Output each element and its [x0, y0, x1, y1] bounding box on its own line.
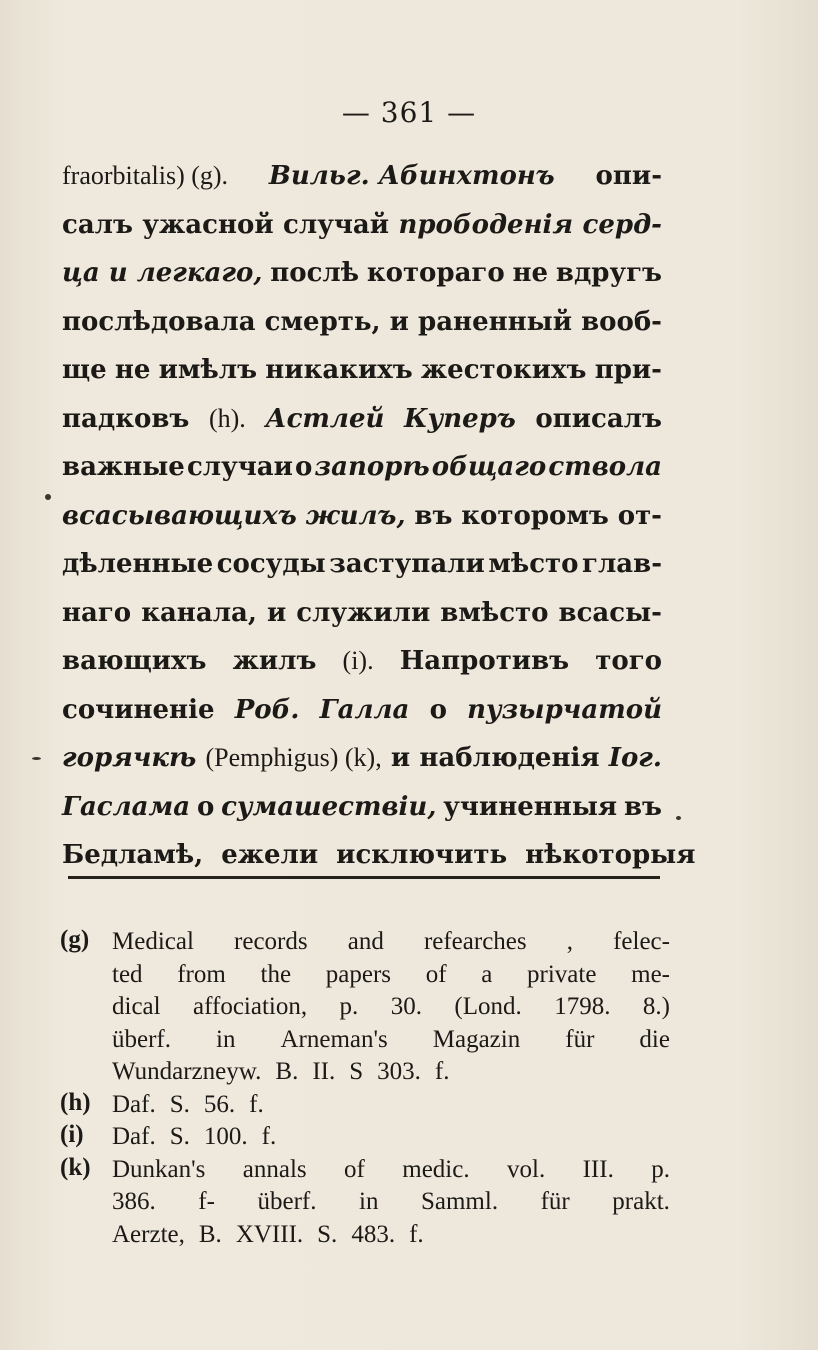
footnote	[60, 1121, 670, 1154]
footnote	[60, 1154, 670, 1252]
word: наго	[62, 597, 132, 628]
text-line	[62, 783, 662, 832]
text-line	[62, 831, 696, 880]
word: сочиненіе	[62, 694, 215, 725]
footnote-line: Medical records and refearches , felec-	[112, 928, 670, 955]
word: горячкѣ	[62, 743, 197, 773]
word: вооб-	[581, 306, 662, 337]
word: от-	[617, 500, 662, 531]
word: ежели	[221, 840, 319, 870]
word: служили	[296, 597, 431, 628]
footnote-label: (g)	[60, 926, 90, 953]
footnote-line: ted from the papers of a private me-	[112, 960, 670, 988]
word: вдругъ	[555, 258, 662, 288]
word: (Pemphigus) (k),	[205, 743, 382, 772]
word: учиненныя	[443, 791, 618, 822]
footnote	[60, 926, 670, 1089]
word: исключить	[336, 840, 508, 870]
text-line	[62, 395, 662, 444]
footnote-line: Dunkan's annals of medic. vol. III. p.	[112, 1155, 670, 1183]
word: опи-	[595, 161, 662, 191]
text-line	[62, 249, 662, 298]
word: вающихъ	[62, 646, 207, 676]
word: наблюденія	[419, 743, 600, 773]
word: смерть,	[264, 306, 381, 337]
word: пузырчатой	[467, 694, 662, 725]
footnote-line: Aerzte, B. XVIII. S. 483. f.	[112, 1220, 424, 1248]
word: (i).	[342, 646, 374, 675]
word: Астлей	[265, 403, 385, 434]
text-line	[62, 201, 662, 250]
word: всасы-	[558, 597, 662, 628]
text-line	[62, 152, 662, 201]
word: случаи	[186, 452, 293, 482]
word: всасывающихъ	[62, 500, 297, 531]
word: жилъ	[232, 646, 317, 676]
word: о	[196, 791, 215, 822]
word: котораго	[366, 258, 505, 288]
word: падковъ	[62, 403, 190, 434]
word: жестокихъ	[420, 355, 587, 385]
word: о	[295, 452, 313, 482]
word: ще	[62, 355, 107, 385]
word: и	[266, 597, 287, 628]
footnote-line: überf. in Arneman's Magazin für die	[112, 1025, 670, 1053]
word: жилъ,	[305, 500, 406, 531]
word: запорѣ	[314, 452, 430, 482]
word: канала,	[141, 597, 257, 628]
word: Гаслама	[62, 791, 191, 822]
word: общаго	[431, 452, 547, 482]
word: дѣленные	[62, 549, 214, 579]
word: сосуды	[216, 549, 326, 579]
word: вмѣсто	[440, 597, 549, 628]
word: ца и легкаго,	[62, 258, 263, 288]
footnote-line: Wundarzneyw. B. II. S 303. f.	[112, 1058, 450, 1085]
word: того	[595, 646, 662, 676]
word: Роб.	[234, 694, 300, 725]
word: описалъ	[535, 403, 662, 434]
word: Напротивъ	[399, 646, 570, 676]
word: серд-	[582, 209, 662, 240]
word: при-	[594, 355, 662, 385]
word: Бедламѣ,	[62, 840, 204, 870]
word: нѣкоторыя	[525, 840, 696, 870]
text-line	[62, 492, 662, 541]
word: въ	[414, 500, 453, 531]
word: (h).	[208, 403, 246, 433]
footnote-line: 386. f- überf. in Samml. für prakt.	[112, 1188, 670, 1215]
text-line	[62, 686, 662, 735]
word: не	[114, 355, 151, 385]
word: раненный	[418, 306, 573, 337]
word: послѣ	[270, 258, 360, 288]
word: глав-	[582, 549, 662, 579]
ink-speck	[45, 494, 51, 500]
word: никакихъ	[265, 355, 413, 385]
text-line	[62, 589, 662, 638]
footnote-label: (i)	[60, 1121, 84, 1148]
word: мѣсто	[488, 549, 579, 579]
body-text	[62, 152, 696, 880]
word: не	[512, 258, 549, 288]
page-number: — 361 —	[341, 96, 477, 129]
text-line	[62, 637, 662, 686]
word: важные	[62, 452, 185, 482]
word: имѣлъ	[158, 355, 258, 385]
footnote	[60, 1089, 670, 1122]
word: ствола	[548, 452, 662, 482]
word: салъ	[62, 209, 133, 240]
text-line	[62, 734, 662, 783]
text-line	[62, 540, 662, 589]
footnote-label: (k)	[60, 1153, 91, 1181]
ink-speck	[32, 757, 41, 760]
word: Галла	[319, 694, 410, 725]
word: которомъ	[461, 500, 609, 531]
footnotes	[60, 926, 670, 1251]
text-line	[62, 298, 662, 347]
word: и	[390, 743, 411, 773]
word: послѣдовала	[62, 306, 256, 337]
footnote-divider	[68, 876, 660, 879]
ink-speck	[676, 816, 681, 820]
word: Іог.	[608, 743, 662, 773]
word: случай	[283, 209, 390, 240]
word: ужасной	[142, 209, 274, 240]
word: сумашествіи,	[221, 791, 437, 822]
word: Куперъ	[404, 403, 516, 434]
word: въ	[623, 791, 662, 822]
word: заступали	[329, 549, 485, 579]
word: fraorbitalis) (g).	[62, 161, 229, 190]
footnote-label: (h)	[60, 1088, 91, 1116]
text-line	[62, 443, 662, 492]
footnote-line: Daf. S. 100. f.	[112, 1123, 277, 1150]
footnote-line: Daf. S. 56. f.	[112, 1090, 264, 1118]
text-line	[62, 346, 662, 395]
word: прободенія	[398, 209, 574, 240]
footnote-line: dical affociation, p. 30. (Lond. 1798. 8.)	[112, 993, 670, 1020]
word: и	[389, 306, 409, 337]
word: о	[429, 694, 447, 725]
word: Вильг. Абинхтонъ	[268, 161, 555, 191]
